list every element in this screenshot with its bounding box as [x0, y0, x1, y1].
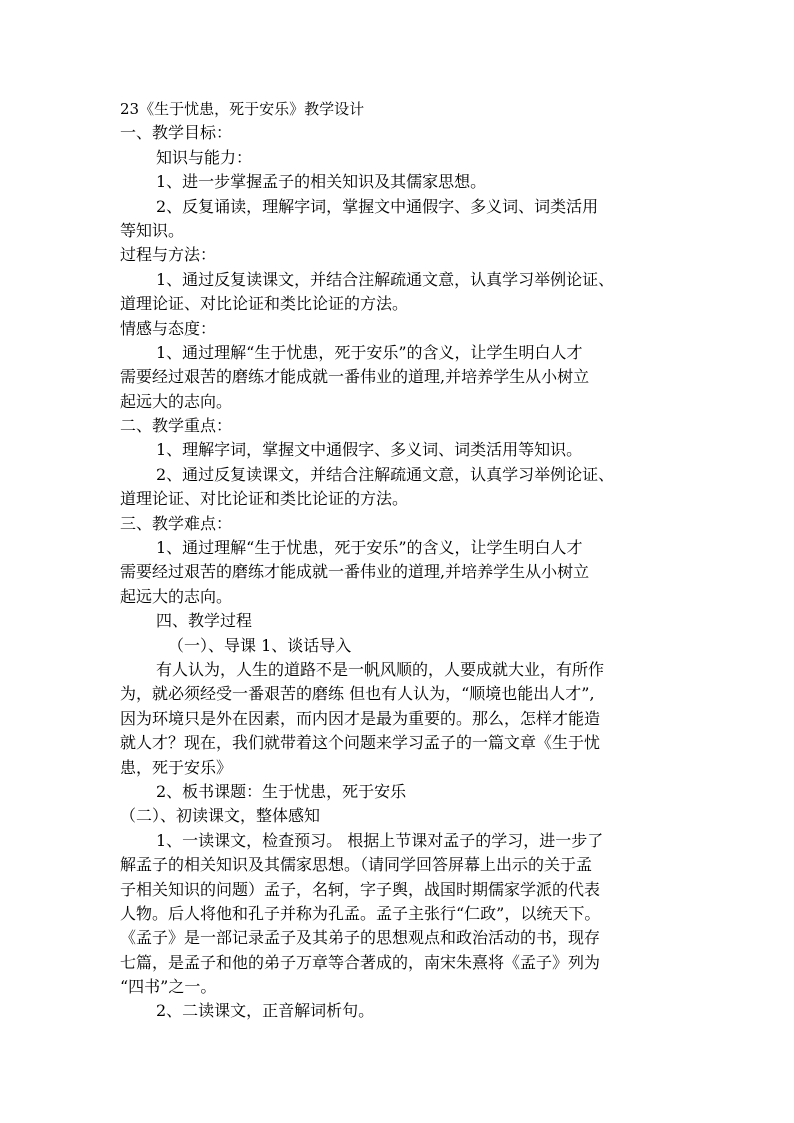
- paragraph-line: 人物。后人将他和孔子并称为孔孟。孟子主张行“仁政”，以统天下。: [120, 903, 601, 923]
- document-title: 23《生于忧患，死于安乐》教学设计: [120, 100, 365, 118]
- paragraph-line: 等知识。: [120, 220, 185, 240]
- paragraph-line: 1、通过理解“生于忧患，死于安乐”的含义，让学生明白人才: [156, 538, 583, 558]
- subheading-first-reading: （二）、初读课文，整体感知: [120, 806, 321, 826]
- paragraph-line: 子相关知识的问题）孟子，名轲，字子舆，战国时期儒家学派的代表: [120, 879, 601, 899]
- paragraph-line: 1、一读课文，检查预习。 根据上节课对孟子的学习，进一步了: [156, 830, 604, 850]
- paragraph-line: 需要经过艰苦的磨练才能成就一番伟业的道理,并培养学生从小树立: [120, 367, 590, 387]
- paragraph-line: 起远大的志向。: [120, 391, 233, 411]
- paragraph-line: 起远大的志向。: [120, 586, 233, 606]
- paragraph-line: 2、反复诵读，理解字词，掌握文中通假字、多义词、词类活用: [156, 196, 599, 216]
- section-heading-difficulties: 三、教学难点：: [120, 513, 233, 533]
- paragraph-line: 需要经过艰苦的磨练才能成就一番伟业的道理,并培养学生从小树立: [120, 562, 590, 582]
- paragraph-line: 解孟子的相关知识及其儒家思想。（请同学回答屏幕上出示的关于孟: [120, 855, 593, 875]
- paragraph-line: 就人才？现在，我们就带着这个问题来学习孟子的一篇文章《生于忧: [120, 733, 601, 753]
- paragraph-line: 2、通过反复读课文，并结合注解疏通文意，认真学习举例论证、: [156, 464, 615, 484]
- paragraph-line: 1、通过理解“生于忧患，死于安乐”的含义，让学生明白人才: [156, 342, 583, 362]
- paragraph-line: 2、二读课文，正音解词析句。: [156, 1001, 375, 1021]
- paragraph-line: “四书”之一。: [120, 977, 217, 997]
- paragraph-line: 1、进一步掌握孟子的相关知识及其儒家思想。: [156, 172, 487, 192]
- section-heading-key-points: 二、教学重点：: [120, 416, 233, 436]
- subheading-process: 过程与方法：: [120, 245, 217, 265]
- paragraph-line: 因为环境只是外在因素，而内因才是最为重要的。那么，怎样才能造: [120, 708, 601, 728]
- paragraph-line: 道理论证、对比论证和类比论证的方法。: [120, 294, 409, 314]
- subheading-knowledge: 知识与能力：: [156, 147, 253, 167]
- paragraph-line: 1、理解字词，掌握文中通假字、多义词、词类活用等知识。: [156, 440, 583, 460]
- document-page: [120, 97, 690, 1024]
- section-heading-process: 四、教学过程: [156, 611, 253, 631]
- paragraph-line: 1、通过反复读课文，并结合注解疏通文意，认真学习举例论证、: [156, 269, 615, 289]
- subheading-attitude: 情感与态度：: [120, 318, 217, 338]
- paragraph-line: 有人认为，人生的道路不是一帆风顺的，人要成就大业，有所作: [156, 659, 605, 679]
- paragraph-line: 为，就必须经受一番艰苦的磨练 但也有人认为，“顺境也能出人才”,: [120, 684, 595, 704]
- paragraph-line: 七篇，是孟子和他的弟子万章等合著成的，南宋朱熹将《孟子》列为: [120, 952, 601, 972]
- paragraph-line: 道理论证、对比论证和类比论证的方法。: [120, 489, 409, 509]
- section-heading-objectives: 一、教学目标：: [120, 123, 233, 143]
- paragraph-line: 患，死于安乐》: [120, 757, 233, 777]
- paragraph-line: 2、板书课题：生于忧患，死于安乐: [156, 781, 407, 801]
- subheading-introduction: （一）、导课 1、谈话导入: [168, 635, 352, 655]
- paragraph-line: 《孟子》是一部记录孟子及其弟子的思想观点和政治活动的书，现存: [120, 928, 601, 948]
